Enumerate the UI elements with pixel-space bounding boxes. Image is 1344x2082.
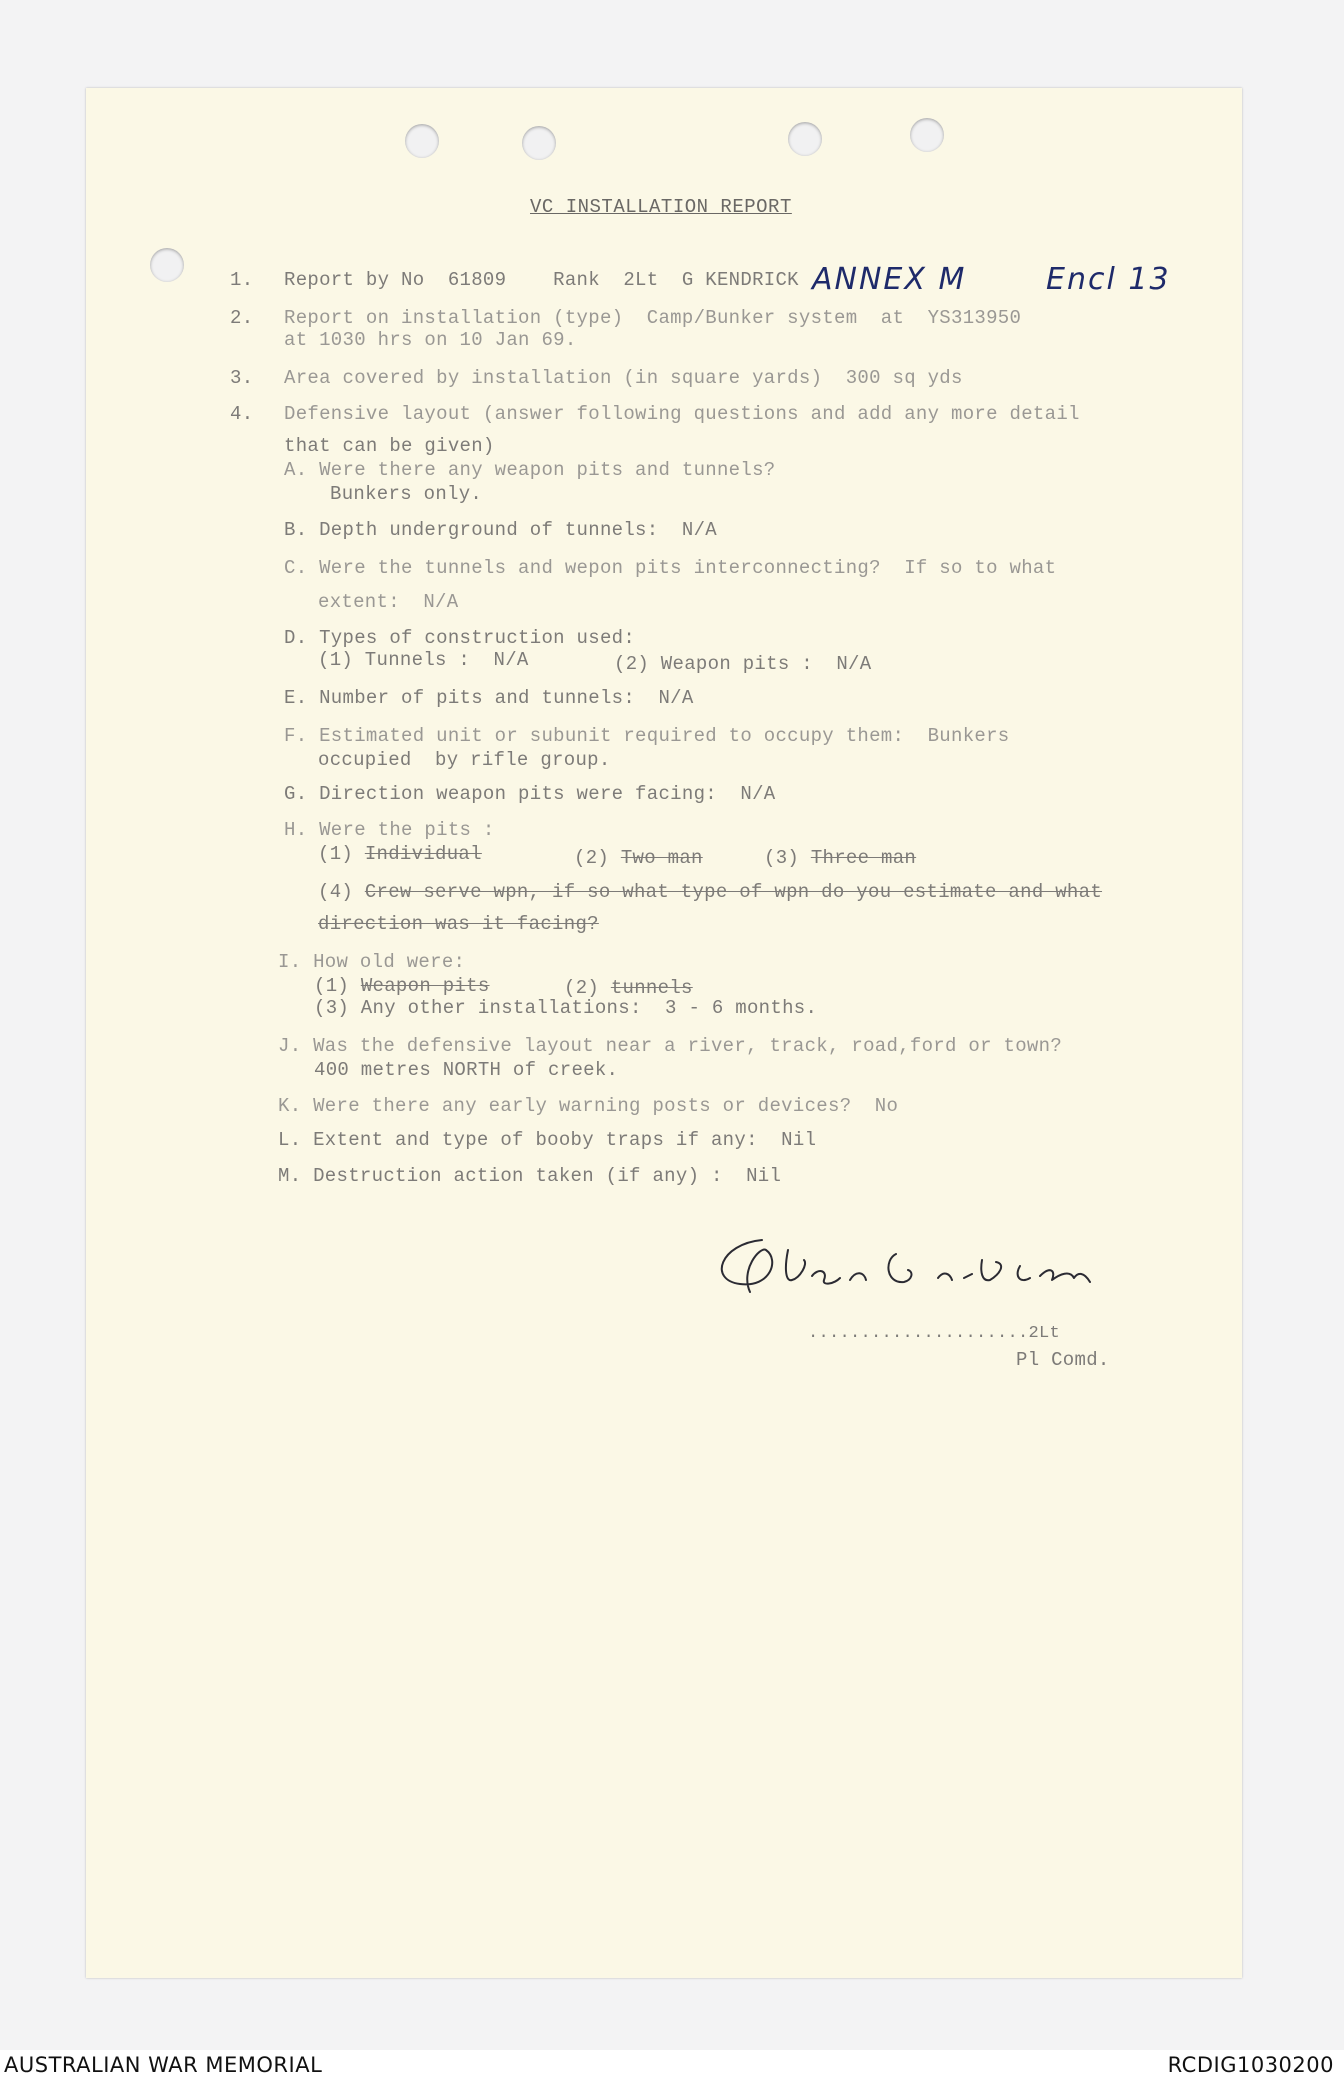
line-installation: Report on installation (type) Camp/Bunker system at YS313950 bbox=[284, 307, 1022, 329]
question-i: I. How old were: bbox=[278, 951, 466, 973]
answer-d-weapon-pits: (2) Weapon pits : N/A bbox=[614, 653, 872, 675]
option-h1: (1) Individual bbox=[318, 843, 482, 865]
punch-hole bbox=[788, 122, 822, 156]
answer-a: Bunkers only. bbox=[330, 483, 483, 505]
option-h2: (2) Two man bbox=[574, 847, 703, 869]
question-m: M. Destruction action taken (if any) : Nil bbox=[278, 1165, 782, 1187]
signatory-role: Pl Comd. bbox=[1016, 1349, 1110, 1371]
footer-institution: AUSTRALIAN WAR MEMORIAL bbox=[4, 2053, 323, 2077]
question-g: G. Direction weapon pits were facing: N/A bbox=[284, 783, 776, 805]
option-h4: (4) Crew serve wpn, if so what type of wpn do you estimate and what bbox=[318, 881, 1103, 903]
signature bbox=[700, 1220, 1200, 1320]
item-number: 3. bbox=[230, 367, 254, 389]
signature-line: .....................2Lt bbox=[808, 1324, 1061, 1343]
handwritten-annex: ANNEX M bbox=[812, 262, 967, 297]
question-k: K. Were there any early warning posts or devices? No bbox=[278, 1095, 899, 1117]
option-h3: (3) Three man bbox=[764, 847, 917, 869]
question-c: C. Were the tunnels and wepon pits interconnecting? If so to what bbox=[284, 557, 1057, 579]
punch-hole bbox=[910, 118, 944, 152]
item-number: 1. bbox=[230, 269, 254, 291]
answer-d-tunnels: (1) Tunnels : N/A bbox=[318, 649, 529, 671]
option-i2: (2) tunnels bbox=[564, 977, 693, 999]
punch-hole bbox=[405, 124, 439, 158]
line-defensive-layout: Defensive layout (answer following questions and add any more detail bbox=[284, 403, 1080, 425]
option-h4-cont: direction was it facing? bbox=[318, 913, 599, 935]
answer-c: extent: N/A bbox=[318, 591, 459, 613]
question-l: L. Extent and type of booby traps if any: Nil bbox=[278, 1129, 817, 1151]
option-i1: (1) Weapon pits bbox=[314, 975, 490, 997]
answer-i3: (3) Any other installations: 3 - 6 months. bbox=[314, 997, 818, 1019]
question-e: E. Number of pits and tunnels: N/A bbox=[284, 687, 694, 709]
question-a: A. Were there any weapon pits and tunnels? bbox=[284, 459, 776, 481]
question-j: J. Was the defensive layout near a river, track, road,ford or town? bbox=[278, 1035, 1063, 1057]
question-h: H. Were the pits : bbox=[284, 819, 495, 841]
item-number: 4. bbox=[230, 403, 254, 425]
line-defensive-layout-cont: that can be given) bbox=[284, 435, 495, 457]
footer-record-id: RCDIG1030200 bbox=[1167, 2053, 1334, 2077]
question-f: F. Estimated unit or subunit required to occupy them: Bunkers bbox=[284, 725, 1010, 747]
answer-f: occupied by rifle group. bbox=[318, 749, 611, 771]
punch-hole bbox=[150, 248, 184, 282]
document-title: VC INSTALLATION REPORT bbox=[530, 196, 792, 218]
punch-hole bbox=[522, 126, 556, 160]
question-d: D. Types of construction used: bbox=[284, 627, 636, 649]
handwritten-encl: Encl 13 bbox=[1046, 262, 1171, 297]
line-area: Area covered by installation (in square yards) 300 sq yds bbox=[284, 367, 963, 389]
line-report-by: Report by No 61809 Rank 2Lt G KENDRICK bbox=[284, 269, 799, 291]
answer-j: 400 metres NORTH of creek. bbox=[314, 1059, 619, 1081]
line-installation-time: at 1030 hrs on 10 Jan 69. bbox=[284, 329, 577, 351]
question-b: B. Depth underground of tunnels: N/A bbox=[284, 519, 717, 541]
item-number: 2. bbox=[230, 307, 254, 329]
